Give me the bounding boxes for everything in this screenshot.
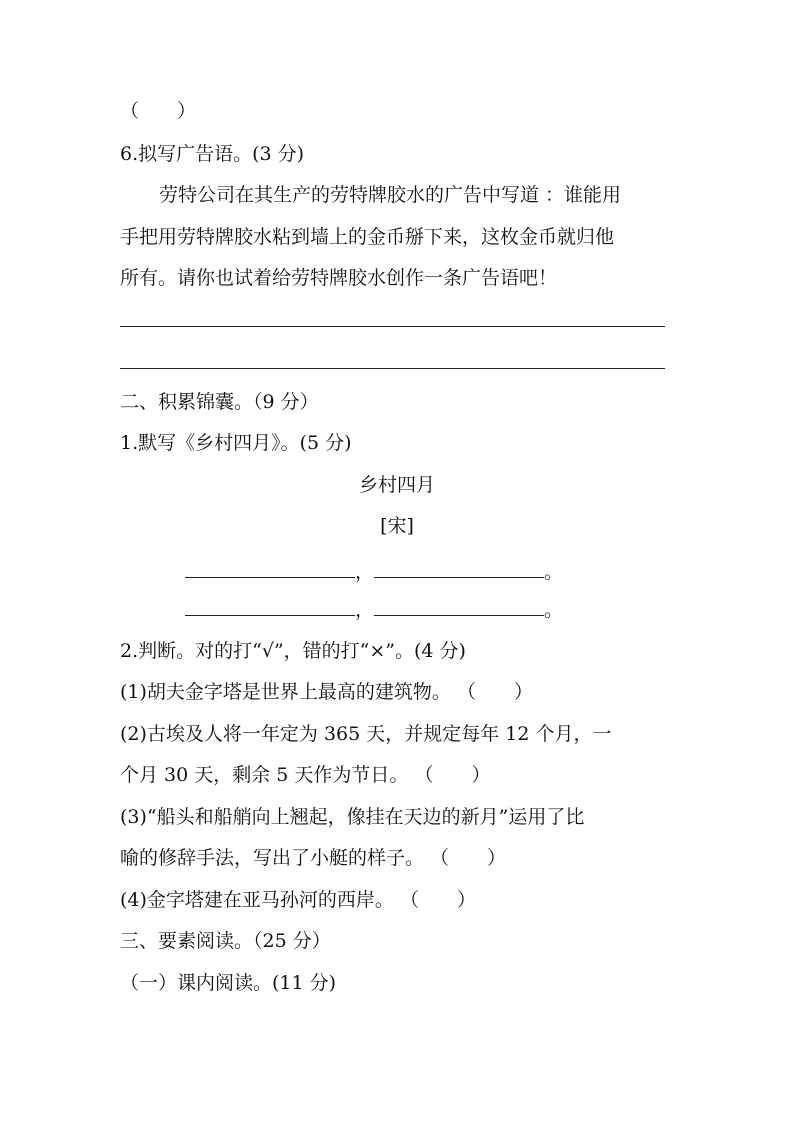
poem-line-2 [185,597,563,621]
poem-dynasty: [宋] [380,515,414,537]
answer-line-2[interactable] [120,368,665,369]
poem-comma: ， [355,599,375,621]
poem-period: 。 [544,561,564,583]
poem-blank-1[interactable] [185,559,355,578]
section-2-question-1-title: 1.默写《乡村四月》。(5 分) [120,432,352,454]
section-2-title: 二、积累锦囊。（9 分） [120,391,319,413]
question-6-title: 6.拟写广告语。(3 分) [120,143,305,165]
poem-line-1 [185,559,563,583]
judgement-item-2-line-2: 个月 30 天，剩余 5 天作为节日。 （ ） [120,764,491,786]
section-3-title: 三、要素阅读。（25 分） [120,930,331,952]
question-6-paragraph-line-2: 手把用劳特牌胶水粘到墙上的金币掰下来，这枚金币就归他 [120,226,615,248]
judgement-item-2-line-1: (2)古埃及人将一年定为 365 天，并规定每年 12 个月，一 [120,723,612,745]
poem-blank-4[interactable] [374,597,544,616]
answer-parentheses: （ ） [120,100,197,122]
section-2-question-2-title: 2.判断。对的打“√”，错的打“×”。(4 分) [120,640,466,662]
poem-blank-3[interactable] [185,597,355,616]
answer-line-1[interactable] [120,326,665,327]
poem-title: 乡村四月 [358,474,435,496]
judgement-item-1: (1)胡夫金字塔是世界上最高的建筑物。 （ ） [120,681,533,703]
section-3-subsection-1: （一）课内阅读。(11 分) [120,972,337,994]
poem-comma: ， [355,561,375,583]
question-6-paragraph-line-3: 所有。请你也试着给劳特牌胶水创作一条广告语吧！ [120,267,558,289]
judgement-item-3-line-2: 喻的修辞手法，写出了小艇的样子。 （ ） [120,847,507,869]
judgement-item-3-line-1: (3)“船头和船艄向上翘起，像挂在天边的新月”运用了比 [120,806,585,828]
question-6-paragraph-line-1: 劳特公司在其生产的劳特牌胶水的广告中写道 ：谁能用 [159,184,622,206]
poem-blank-2[interactable] [374,559,544,578]
judgement-item-4: (4)金字塔建在亚马孙河的西岸。 （ ） [120,889,476,911]
poem-period: 。 [544,599,564,621]
